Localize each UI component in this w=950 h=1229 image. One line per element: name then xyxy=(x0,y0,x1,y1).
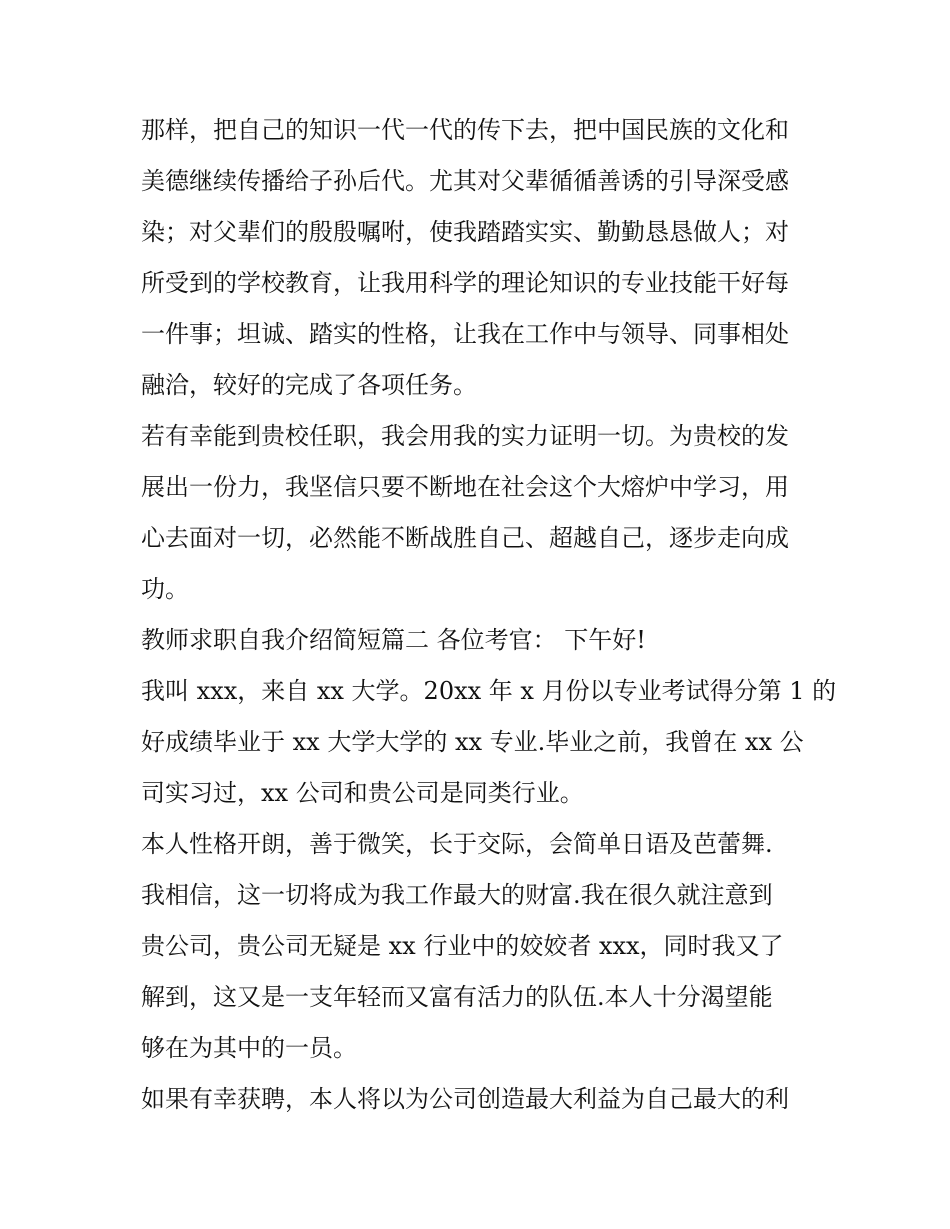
text-line: 美德继续传播给子孙后代。尤其对父辈循循善诱的引导深受感 xyxy=(141,167,789,195)
text-line: 染；对父辈们的殷殷嘱咐，使我踏踏实实、勤勤恳恳做人；对 xyxy=(141,218,789,246)
text-line: 功。 xyxy=(141,575,189,603)
text-line: 贵公司，贵公司无疑是 xx 行业中的姣姣者 xxx，同时我又了 xyxy=(141,932,784,960)
text-line: 若有幸能到贵校任职，我会用我的实力证明一切。为贵校的发 xyxy=(141,422,789,450)
section-heading: 教师求职自我介绍简短篇二 各位考官： 下午好! xyxy=(141,626,646,654)
text-line: 够在为其中的一员。 xyxy=(141,1034,357,1062)
text-line: 如果有幸获聘，本人将以为公司创造最大利益为自己最大的利 xyxy=(141,1085,789,1113)
text-line: 所受到的学校教育，让我用科学的理论知识的专业技能干好每 xyxy=(141,269,789,297)
text-line: 司实习过，xx 公司和贵公司是同类行业。 xyxy=(141,779,584,807)
text-line: 我相信，这一切将成为我工作最大的财富.我在很久就注意到 xyxy=(141,881,773,909)
text-line: 展出一份力，我坚信只要不断地在社会这个大熔炉中学习，用 xyxy=(141,473,789,501)
text-line: 本人性格开朗，善于微笑，长于交际，会简单日语及芭蕾舞. xyxy=(141,830,773,858)
text-line: 一件事；坦诚、踏实的性格，让我在工作中与领导、同事相处 xyxy=(141,320,789,348)
text-line: 心去面对一切，必然能不断战胜自己、超越自己，逐步走向成 xyxy=(141,524,789,552)
text-line: 好成绩毕业于 xx 大学大学的 xx 专业.毕业之前，我曾在 xx 公 xyxy=(141,728,804,756)
text-line: 融洽，较好的完成了各项任务。 xyxy=(141,371,477,399)
text-line: 我叫 xxx，来自 xx 大学。20xx 年 x 月份以专业考试得分第 1 的 xyxy=(141,677,837,705)
text-line: 那样，把自己的知识一代一代的传下去，把中国民族的文化和 xyxy=(141,116,789,144)
text-line: 解到，这又是一支年轻而又富有活力的队伍.本人十分渴望能 xyxy=(141,983,773,1011)
